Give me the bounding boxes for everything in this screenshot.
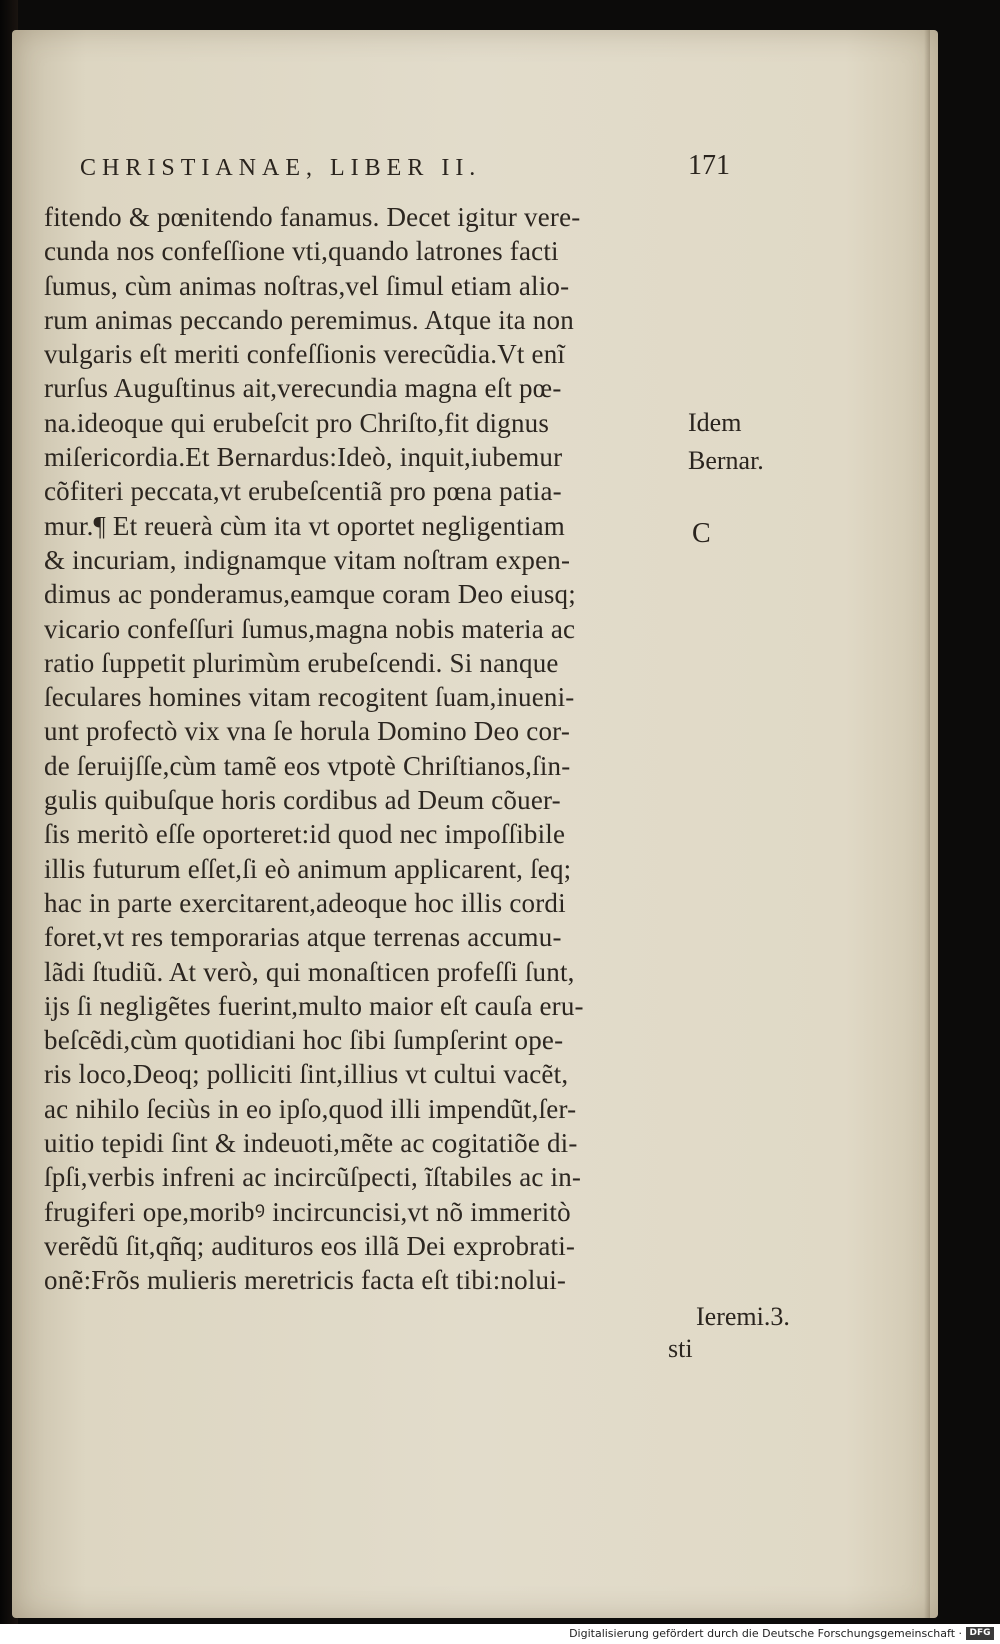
text-line: illis futurum eſſet,ſi eò animum applicarent, ſeq; — [44, 853, 572, 884]
text-line: cõfiteri peccata,vt erubeſcentiã pro pœna patia- — [44, 476, 562, 507]
text-line: vulgaris eſt meriti confeſſionis verecũdia.Vt enĩ — [44, 339, 566, 370]
text-line: dimus ac ponderamus,eamque coram Deo eiusq; — [44, 579, 576, 610]
text-line: unt profectò vix vna ſe horula Domino Deo cor- — [44, 716, 571, 747]
page-gutter-shadow — [924, 30, 930, 1618]
margin-note-idem: Idem — [688, 408, 742, 437]
text-line: miſericordia.Et Bernardus:Ideò, inquit,iubemur — [44, 442, 563, 473]
text-line: cunda nos confeſſione vti,quando latrones facti — [44, 236, 559, 267]
text-line: na.ideoque qui erubeſcit pro Chriſto,fit dignus — [44, 407, 550, 438]
text-line: ſumus, cùm animas noſtras,vel ſimul etiam alio- — [44, 270, 570, 301]
text-line: gulis quibuſque horis cordibus ad Deum cõuer- — [44, 785, 561, 816]
text-line: ac nihilo ſeciùs in eo ipſo,quod illi impendũt,ſer- — [44, 1093, 577, 1124]
text-line: ſeculares homines vitam recogitent ſuam,inueni- — [44, 682, 575, 713]
text-line: vicario confeſſuri ſumus,magna nobis materia ac — [44, 613, 576, 644]
text-line: ſpſi,verbis infreni ac incircũſpecti, ĩſtabiles ac in- — [44, 1162, 582, 1193]
footer-credit: Digitalisierung gefördert durch die Deutsche Forschungsgemeinschaft · — [569, 1627, 962, 1640]
margin-note-bernar: Bernar. — [688, 446, 764, 475]
text-line: uitio tepidi ſint & indeuoti,mẽte ac cogitatiõe di- — [44, 1128, 578, 1159]
margin-note-section-c: C — [692, 518, 711, 549]
text-line: frugiferi ope,moribꝰ incircuncisi,vt nõ immeritò — [44, 1196, 571, 1227]
text-line: ijs ſi negligẽtes fuerint,multo maior eſt cauſa eru- — [44, 990, 584, 1021]
text-line: beſcẽdi,cùm quotidiani hoc ſibi ſumpſerint ope- — [44, 1025, 564, 1056]
text-line: fitendo & pœnitendo fanamus. Decet igitur vere- — [44, 202, 581, 232]
text-line: rum animas peccando peremimus. Atque ita non — [44, 304, 574, 335]
text-line: ſis meritò eſſe oporteret:id quod nec impoſſibile — [44, 819, 566, 850]
text-line: onẽ:Frõs mulieris meretricis facta eſt tibi:nolui- — [44, 1265, 567, 1296]
text-line: rurſus Auguſtinus ait,verecundia magna eſt pœ- — [44, 373, 562, 404]
body-text — [44, 200, 694, 1298]
text-line: foret,vt res temporarias atque terrenas accumu- — [44, 922, 562, 953]
dfg-logo: DFG — [966, 1627, 994, 1640]
text-line: ris loco,Deoq; polliciti ſint,illius vt cultui vacẽt, — [44, 1059, 569, 1090]
text-line: de ſeruijſſe,cùm tamẽ eos vtpotè Chriſtianos,ſin- — [44, 750, 571, 781]
footer-bar — [0, 1624, 1000, 1644]
catchword: sti — [668, 1334, 693, 1363]
text-line: ratio ſuppetit plurimùm erubeſcendi. Si nanque — [44, 647, 559, 678]
running-head: CHRISTIANAE, LIBER II. — [80, 155, 482, 181]
page-number: 171 — [688, 150, 730, 181]
text-line: lãdi ſtudiũ. At verò, qui monaſticen profeſſi ſunt, — [44, 956, 575, 987]
text-line: & incuriam, indignamque vitam noſtram expen- — [44, 544, 571, 575]
margin-note-ieremi: Ieremi.3. — [696, 1302, 790, 1331]
text-line: mur.¶ Et reuerà cùm ita vt oportet negligentiam — [44, 510, 565, 541]
text-line: verẽdũ ſit,qñq; audituros eos illã Dei exprobrati- — [44, 1230, 576, 1261]
text-line: hac in parte exercitarent,adeoque hoc illis cordi — [44, 887, 566, 918]
